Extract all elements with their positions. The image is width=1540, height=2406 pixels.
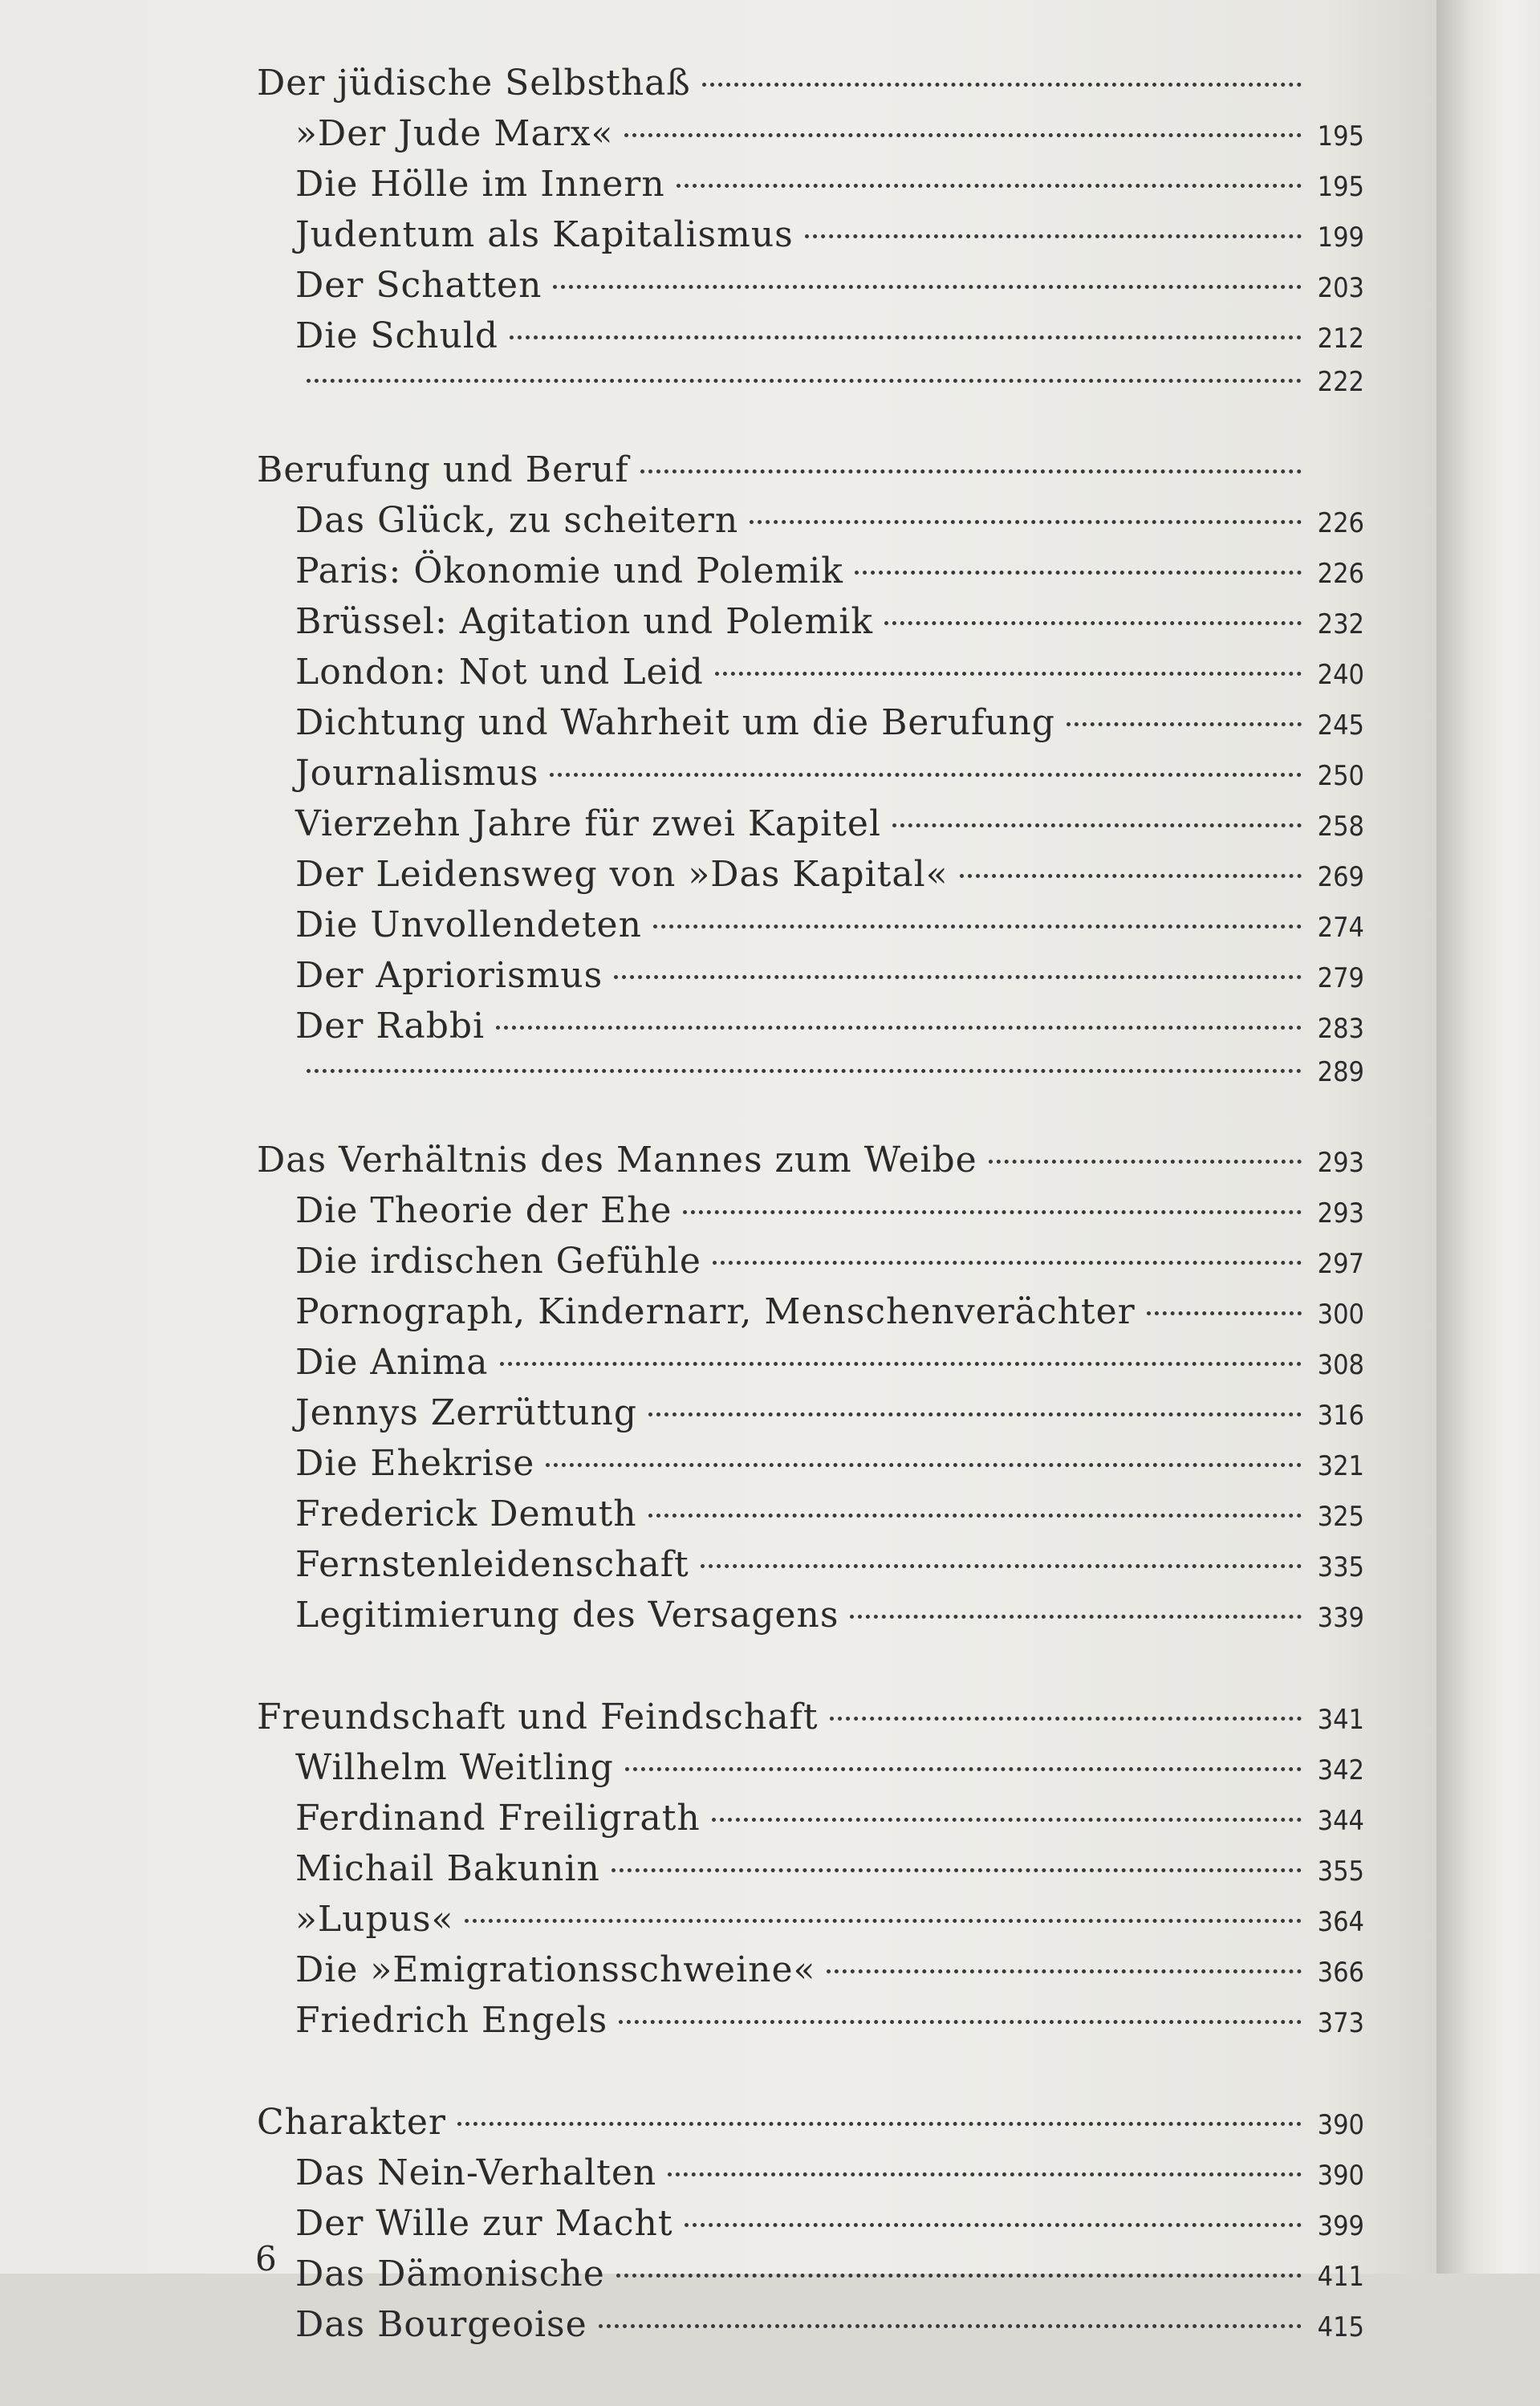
dot-leader <box>685 2223 1302 2227</box>
entry-row <box>257 214 1364 265</box>
dot-leader <box>307 1069 1302 1073</box>
entry-row <box>257 551 1364 601</box>
entry-title: Die Anima <box>295 1342 489 1383</box>
dot-leader <box>653 925 1302 929</box>
dot-leader <box>855 571 1302 575</box>
page-ref: 269 <box>1317 861 1364 893</box>
page-ref: 258 <box>1317 811 1364 843</box>
entry-row <box>257 1595 1364 1645</box>
dot-leader <box>850 1615 1302 1619</box>
entry-title: Brüssel: Agitation und Polemik <box>295 601 873 642</box>
page-ref: 415 <box>1317 2311 1364 2343</box>
page-ref: 355 <box>1317 1855 1364 1888</box>
entry-title: Der Rabbi <box>295 1006 486 1047</box>
chapter-title: Berufung und Beruf <box>257 449 629 490</box>
dot-leader <box>307 379 1302 383</box>
dot-leader <box>612 1868 1302 1872</box>
entry-row <box>257 753 1364 803</box>
entry-title: Der Leidensweg von »Das Kapital« <box>295 854 949 895</box>
entry-row <box>257 652 1364 702</box>
entry-title: Dichtung und Wahrheit um die Berufung <box>295 702 1055 743</box>
entry-title: Legitimierung des Versagens <box>295 1595 839 1636</box>
page-ref: 195 <box>1317 171 1364 203</box>
entry-row <box>257 2203 1364 2254</box>
page-ref: 399 <box>1317 2210 1364 2242</box>
dot-leader <box>805 234 1302 238</box>
dot-leader <box>712 1818 1302 1822</box>
toc-section <box>257 449 1364 1088</box>
dot-leader <box>683 1210 1302 1214</box>
chapter-title: Das Verhältnis des Mannes zum Weibe <box>257 1140 977 1181</box>
entry-row <box>257 702 1364 753</box>
page-ref: 250 <box>1317 760 1364 792</box>
entry-title: Judentum als Kapitalismus <box>295 214 794 255</box>
dot-leader <box>625 1767 1302 1771</box>
page-ref: 212 <box>1317 323 1364 355</box>
page-ref: 195 <box>1317 120 1364 152</box>
entry-row <box>257 2254 1364 2304</box>
dot-leader <box>465 1919 1302 1923</box>
entry-title: Pornograph, Kindernarr, Menschenverächter <box>295 1291 1136 1332</box>
page-ref: 293 <box>1317 1147 1364 1179</box>
table-of-contents <box>257 63 1364 2406</box>
dot-leader <box>550 773 1302 777</box>
entry-title: »Lupus« <box>295 1899 454 1940</box>
entry-row <box>257 315 1364 366</box>
chapter-row <box>257 1140 1364 1190</box>
dot-leader <box>884 621 1302 625</box>
page-ref: 321 <box>1317 1450 1364 1482</box>
page-ref: 283 <box>1317 1013 1364 1045</box>
page-ref: 390 <box>1317 2109 1364 2141</box>
dot-leader <box>715 672 1302 676</box>
entry-row <box>257 1006 1364 1056</box>
page-ref: 274 <box>1317 912 1364 944</box>
entry-title: Das Nein-Verhalten <box>295 2152 657 2193</box>
page-ref: 364 <box>1317 1906 1364 1938</box>
entry-row <box>257 1798 1364 1848</box>
page-ref: 279 <box>1317 962 1364 994</box>
entry-row <box>257 265 1364 315</box>
entry-title: Friedrich Engels <box>295 2000 608 2041</box>
dot-leader <box>500 1362 1302 1366</box>
page-ref: 300 <box>1317 1299 1364 1331</box>
dot-leader <box>619 2020 1302 2024</box>
dot-leader <box>546 1463 1302 1467</box>
entry-title: Fernstenleidenschaft <box>295 1544 689 1585</box>
dot-leader <box>989 1160 1302 1164</box>
dot-leader <box>640 469 1302 473</box>
dot-leader <box>830 1717 1302 1721</box>
entry-row <box>257 1291 1364 1342</box>
entry-title: Die Theorie der Ehe <box>295 1190 672 1231</box>
book-binding-gutter <box>1436 0 1540 2274</box>
entry-row <box>257 1949 1364 2000</box>
entry-title: Der Wille zur Macht <box>295 2203 673 2244</box>
entry-title: Jennys Zerrüttung <box>295 1392 637 1433</box>
dot-leader <box>702 83 1302 87</box>
page-ref: 289 <box>1317 1056 1364 1088</box>
dot-leader <box>624 133 1302 137</box>
page-ref: 232 <box>1317 608 1364 640</box>
page-ref: 344 <box>1317 1805 1364 1837</box>
dot-leader <box>616 2274 1302 2278</box>
dot-leader <box>1067 722 1302 726</box>
dot-leader <box>668 2172 1302 2176</box>
page-ref: 411 <box>1317 2261 1364 2293</box>
page-ref: 293 <box>1317 1197 1364 1229</box>
entry-row <box>257 113 1364 164</box>
entry-title: London: Not und Leid <box>295 652 704 693</box>
dot-leader <box>614 975 1302 979</box>
entry-row <box>257 2304 1364 2355</box>
dot-leader <box>713 1261 1302 1265</box>
entry-title: Die irdischen Gefühle <box>295 1241 701 1282</box>
dot-leader <box>701 1564 1302 1568</box>
dot-leader <box>599 2324 1302 2328</box>
dot-leader <box>750 520 1302 524</box>
dot-leader <box>496 1026 1302 1030</box>
dot-leader <box>510 335 1302 339</box>
page-ref: 366 <box>1317 1957 1364 1989</box>
entry-row <box>257 2152 1364 2203</box>
dot-leader <box>457 2122 1302 2126</box>
entry-row <box>257 955 1364 1006</box>
page-ref: 390 <box>1317 2160 1364 2192</box>
entry-row <box>257 2000 1364 2050</box>
entry-row <box>257 1494 1364 1544</box>
page-number: 6 <box>255 2239 277 2278</box>
chapter-row <box>257 63 1364 113</box>
page-ref: 226 <box>1317 507 1364 539</box>
page-ref: 199 <box>1317 221 1364 254</box>
dot-leader <box>553 285 1302 289</box>
entry-title: Die Schuld <box>295 315 499 356</box>
entry-row <box>257 601 1364 652</box>
chapter-title: Der jüdische Selbsthaß <box>257 63 691 104</box>
entry-row <box>257 1392 1364 1443</box>
entry-title: Paris: Ökonomie und Polemik <box>295 551 843 591</box>
chapter-row <box>257 449 1364 500</box>
page-ref: 342 <box>1317 1754 1364 1786</box>
entry-title: Der Schatten <box>295 265 542 306</box>
page-ref: 316 <box>1317 1400 1364 1432</box>
dot-leader <box>677 184 1302 188</box>
entry-row <box>257 1747 1364 1798</box>
entry-title: Michail Bakunin <box>295 1848 600 1889</box>
dot-leader <box>827 1969 1302 1973</box>
entry-row <box>257 803 1364 854</box>
entry-title: Die Hölle im Innern <box>295 164 665 205</box>
entry-title: Die »Emigrationsschweine« <box>295 1949 816 1990</box>
page-ref: 373 <box>1317 2007 1364 2039</box>
dot-leader <box>892 823 1302 827</box>
page-ref: 226 <box>1317 558 1364 590</box>
entry-title: Vierzehn Jahre für zwei Kapitel <box>295 803 882 844</box>
entry-title: Wilhelm Weitling <box>295 1747 614 1788</box>
chapter-title: Freundschaft und Feindschaft <box>257 1697 819 1737</box>
toc-section <box>257 1697 1364 2050</box>
page-ref: 245 <box>1317 709 1364 742</box>
chapter-row <box>257 1697 1364 1747</box>
dot-leader <box>648 1514 1302 1518</box>
entry-title: »Der Jude Marx« <box>295 113 614 154</box>
entry-title: Das Bourgeoise <box>295 2304 587 2345</box>
page-ref: 335 <box>1317 1551 1364 1583</box>
entry-title: Ferdinand Freiligrath <box>295 1798 701 1839</box>
entry-title: Frederick Demuth <box>295 1494 637 1534</box>
page-ref: 222 <box>1317 366 1364 398</box>
page-ref: 325 <box>1317 1501 1364 1533</box>
entry-title: Die Unvollendeten <box>295 904 642 945</box>
entry-row <box>257 854 1364 904</box>
entry-row <box>257 1190 1364 1241</box>
entry-title: Journalismus <box>295 753 539 794</box>
toc-section <box>257 63 1364 398</box>
chapter-row <box>257 2102 1364 2152</box>
dot-leader <box>960 874 1302 878</box>
entry-title: Die Ehekrise <box>295 1443 535 1484</box>
entry-title: Der Apriorismus <box>295 955 603 996</box>
page-ref: 339 <box>1317 1602 1364 1634</box>
page-ref: 297 <box>1317 1248 1364 1280</box>
page-ref: 203 <box>1317 272 1364 304</box>
entry-row <box>257 500 1364 551</box>
toc-section <box>257 2102 1364 2355</box>
entry-row <box>257 164 1364 214</box>
trailing-page-row <box>257 1056 1364 1088</box>
entry-row <box>257 1899 1364 1949</box>
entry-row <box>257 1443 1364 1494</box>
entry-title: Das Dämonische <box>295 2254 605 2294</box>
entry-row <box>257 904 1364 955</box>
trailing-page-row <box>257 366 1364 398</box>
dot-leader <box>648 1412 1302 1416</box>
dot-leader <box>1147 1311 1302 1315</box>
entry-row <box>257 1848 1364 1899</box>
entry-row <box>257 1241 1364 1291</box>
page-ref: 308 <box>1317 1349 1364 1381</box>
entry-row <box>257 1342 1364 1392</box>
chapter-title: Charakter <box>257 2102 446 2143</box>
entry-row <box>257 1544 1364 1595</box>
toc-section <box>257 1140 1364 1645</box>
entry-title: Das Glück, zu scheitern <box>295 500 739 541</box>
page-ref: 341 <box>1317 1704 1364 1736</box>
page-ref: 240 <box>1317 659 1364 691</box>
